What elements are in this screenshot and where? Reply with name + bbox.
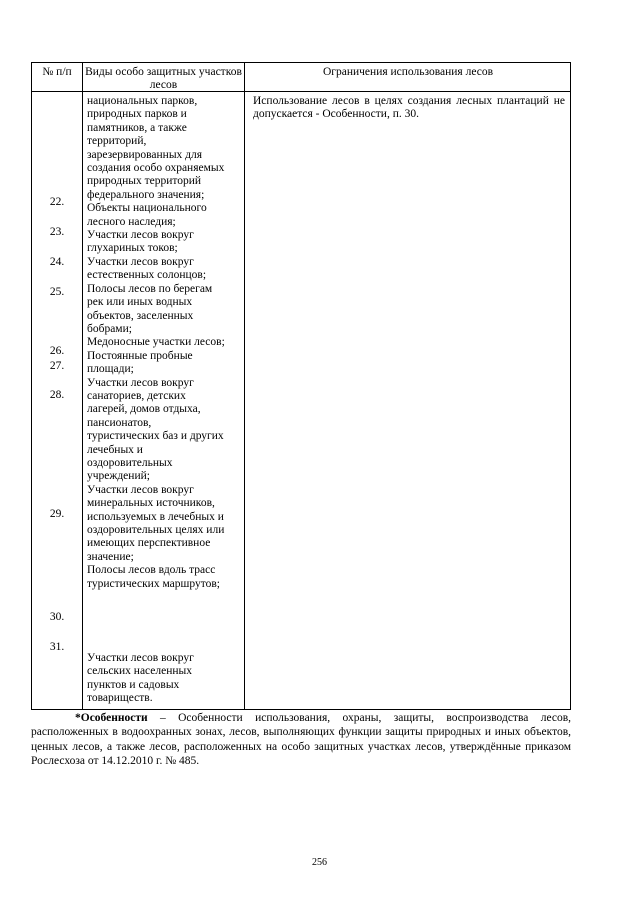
footnote (31, 711, 571, 769)
row-number: 23. (49, 226, 65, 238)
row-number: 30. (49, 611, 65, 623)
page-number: 256 (312, 857, 327, 868)
footnote-text: – Особенности использования, охраны, защиты, воспроизводства лесов, расположенных в водоохранных зонах, лесов, выполняющих функции защиты природных и иных объектов, ценных лесов, а также лесов, расположенных на особо защитных участках лесов, утверждённые приказом Рослесхоза от 14.12.2010 г. № 485. (31, 712, 571, 768)
row-number: 31. (49, 641, 65, 653)
row-number: 26. (49, 345, 65, 357)
header-number: № п/п (42, 66, 72, 78)
row-number: 27. (49, 360, 65, 372)
row-number: 22. (49, 196, 65, 208)
header-restrictions: Ограничения использования лесов (322, 66, 494, 78)
column-divider (82, 63, 83, 709)
protected-area-types-last-item: Участки лесов вокруг сельских населенных пунктов и садовых товариществ. (87, 652, 194, 705)
row-number: 24. (49, 256, 65, 268)
row-number: 28. (49, 389, 65, 401)
protected-area-types-list: национальных парков, природных парков и памятников, а также территорий, зарезервированных для создания особо охраняемых природных территорий федерального значения; Объекты национального лесного наследия; Участки лесов вокруг глухариных токов; Участки лесов вокруг естественных солонцов; Полосы лесов по берегам рек или иных водных объектов, заселенных бобрами; Медоносные участки лесов; Постоянные пробные площади; Участки лесов вокруг санаториев, детских лагерей, домов отдыха, пансионатов, туристических баз и других лечебных и оздоровительных учреждений; Участки лесов вокруг минеральных источников, используемых в лечебных и оздоровительных целях или имеющих перспективное значение; Полосы лесов вдоль трасс туристических маршрутов; (87, 95, 225, 590)
row-number: 25. (49, 286, 65, 298)
row-number: 29. (49, 508, 65, 520)
restriction-text: Использование лесов в целях создания лесных плантаций не допускается - Особенности, п. 30. (253, 95, 565, 121)
restrictions-table (31, 62, 571, 710)
footnote-term: *Особенности (75, 712, 148, 724)
header-protected-types: Виды особо защитных участков лесов (85, 66, 242, 92)
